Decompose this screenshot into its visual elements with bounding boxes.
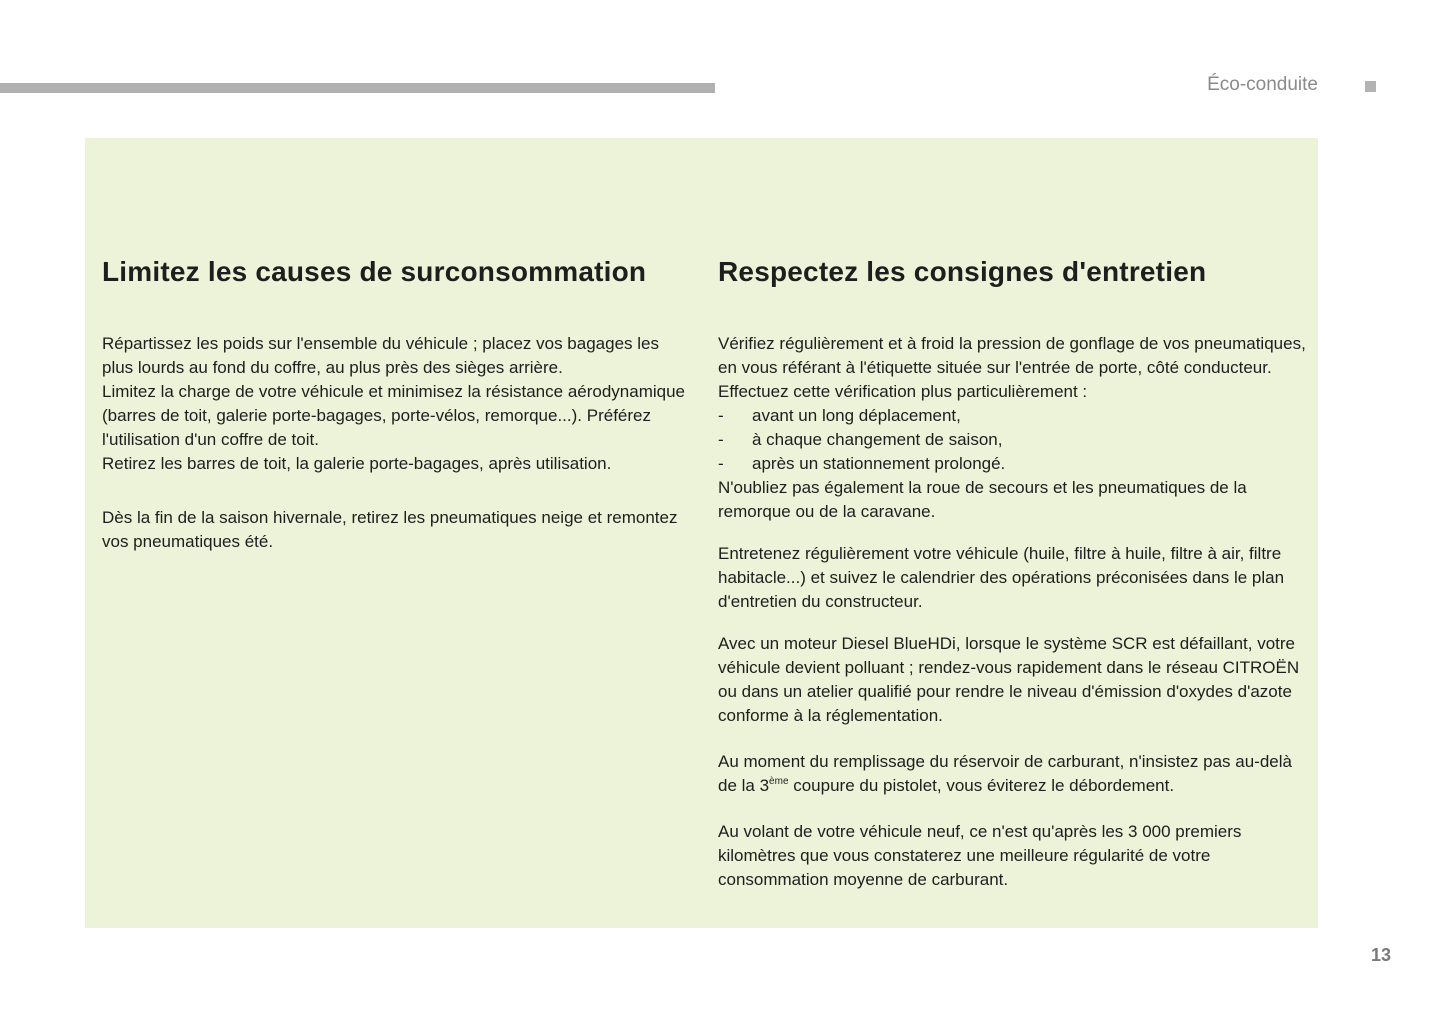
left-column: [102, 254, 692, 554]
tire-bullet: [718, 404, 1308, 428]
bullet-text: après un stationnement prolongé.: [752, 454, 1006, 473]
bullet-text: avant un long déplacement,: [752, 406, 961, 425]
tire-bullet: [718, 452, 1308, 476]
bullet-dash: -: [718, 430, 724, 449]
refuel-text-after: coupure du pistolet, vous éviterez le débordement.: [788, 776, 1175, 795]
right-column-title: Respectez les consignes d'entretien: [718, 256, 1207, 287]
load-line-1: Répartissez les poids sur l'ensemble du véhicule ; placez vos bagages les plus lourds au fond du coffre, au plus près des sièges arrière.: [102, 334, 659, 377]
bluehdi-paragraph: Avec un moteur Diesel BlueHDi, lorsque le système SCR est défaillant, votre véhicule devient polluant ; rendez-vous rapidement dans le réseau CITROËN ou dans un atelier qualifié pour rendre le niveau d'émission d'oxydes d'azote conforme à la réglementation.: [718, 634, 1300, 725]
winter-tires-paragraph: Dès la fin de la saison hivernale, retirez les pneumatiques neige et remontez vos pneumatiques été.: [102, 508, 678, 551]
page-number: 13: [1370, 945, 1391, 965]
tire-intro: Vérifiez régulièrement et à froid la pression de gonflage de vos pneumatiques, en vous référant à l'étiquette située sur l'entrée de porte, côté conducteur.: [718, 334, 1306, 377]
tire-lead: Effectuez cette vérification plus particulièrement :: [718, 382, 1088, 401]
tire-bullet: [718, 428, 1308, 452]
bullet-text: à chaque changement de saison,: [752, 430, 1003, 449]
right-column: [718, 254, 1308, 892]
refuel-text-before: Au moment du remplissage du réservoir de carburant, n'insistez pas au-delà de la 3: [718, 752, 1292, 795]
load-line-2: Limitez la charge de votre véhicule et minimisez la résistance aérodynamique (barres de toit, galerie porte-bagages, porte-vélos, remorque...). Préférez l'utilisation d'un coffre de toit.: [102, 382, 686, 449]
tire-pressure-block: [718, 332, 1308, 524]
header-rule: [0, 83, 715, 93]
gray-square-icon: [1365, 81, 1376, 92]
maintenance-paragraph: Entretenez régulièrement votre véhicule (huile, filtre à huile, filtre à air, filtre habitacle...) et suivez le calendrier des opérations préconisées dans le plan d'entretien du constructeur.: [718, 544, 1285, 611]
section-title: Éco-conduite: [1207, 74, 1318, 95]
refuel-superscript: ème: [769, 776, 789, 787]
bullet-dash: -: [718, 454, 724, 473]
left-column-title: Limitez les causes de surconsommation: [102, 256, 647, 287]
load-line-3: Retirez les barres de toit, la galerie porte-bagages, après utilisation.: [102, 454, 612, 473]
break-in-paragraph: Au volant de votre véhicule neuf, ce n'est qu'après les 3 000 premiers kilomètres que vous constaterez une meilleure régularité de votre consommation moyenne de carburant.: [718, 822, 1242, 889]
tire-outro: N'oubliez pas également la roue de secours et les pneumatiques de la remorque ou de la caravane.: [718, 478, 1247, 521]
bullet-dash: -: [718, 406, 724, 425]
load-paragraph: [102, 332, 692, 476]
refuel-paragraph: [718, 750, 1308, 798]
